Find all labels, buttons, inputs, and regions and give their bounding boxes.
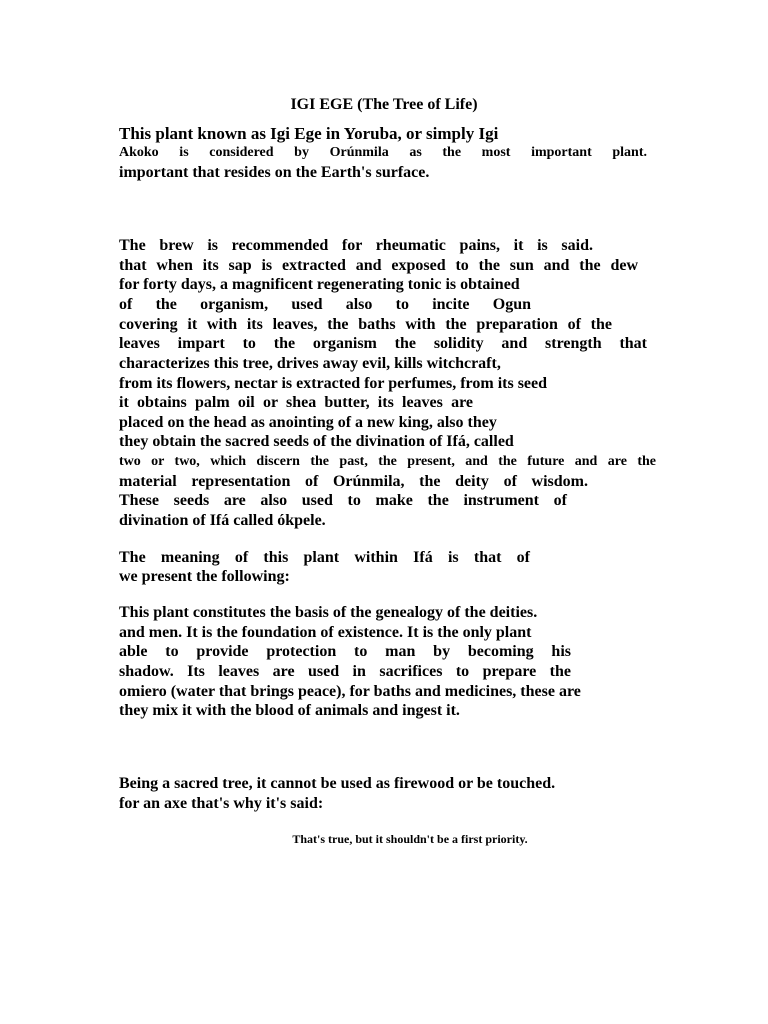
text-line: Akoko is considered by Orúnmila as the most important plant. [119, 145, 647, 160]
text-line: important that resides on the Earth's surface. [119, 164, 430, 181]
text-line: divination of Ifá called ókpele. [119, 512, 326, 529]
text-line: of the organism, used also to incite Ogun [119, 296, 531, 313]
text-line: This plant constitutes the basis of the genealogy of the deities. [119, 604, 538, 621]
text-line: for an axe that's why it's said: [119, 795, 324, 812]
text-line: placed on the head as anointing of a new king, also they [119, 414, 497, 431]
text-line: leaves impart to the organism the solidity and strength that [119, 335, 647, 352]
text-line: they obtain the sacred seeds of the divination of Ifá, called [119, 433, 514, 450]
text-line: The meaning of this plant within Ifá is that of [119, 549, 530, 566]
text-line: The brew is recommended for rheumatic pains, it is said. [119, 237, 593, 254]
saying-quote: That's true, but it shouldn't be a first priority. [292, 832, 528, 846]
text-line: covering it with its leaves, the baths with the preparation of the [119, 316, 612, 333]
text-line: shadow. Its leaves are used in sacrifices to prepare the [119, 663, 571, 680]
page-title: IGI EGE (The Tree of Life) [290, 96, 478, 113]
text-line: they mix it with the blood of animals and ingest it. [119, 702, 460, 719]
text-line: This plant known as Igi Ege in Yoruba, or simply Igi [119, 124, 499, 143]
text-line: and men. It is the foundation of existence. It is the only plant [119, 624, 532, 641]
text-line: omiero (water that brings peace), for baths and medicines, these are [119, 683, 581, 700]
text-line: These seeds are also used to make the instrument of [119, 492, 567, 509]
text-line: we present the following: [119, 568, 290, 585]
text-line: for forty days, a magnificent regenerating tonic is obtained [119, 276, 520, 293]
text-line: material representation of Orúnmila, the deity of wisdom. [119, 473, 588, 490]
text-line: it obtains palm oil or shea butter, its leaves are [119, 394, 473, 411]
text-line: Being a sacred tree, it cannot be used as firewood or be touched. [119, 775, 556, 792]
text-line: characterizes this tree, drives away evil, kills witchcraft, [119, 355, 501, 372]
text-line: two or two, which discern the past, the present, and the future and are the [119, 454, 656, 469]
text-line: that when its sap is extracted and exposed to the sun and the dew [119, 257, 638, 274]
text-line: from its flowers, nectar is extracted for perfumes, from its seed [119, 375, 548, 392]
text-line: able to provide protection to man by becoming his [119, 643, 571, 660]
